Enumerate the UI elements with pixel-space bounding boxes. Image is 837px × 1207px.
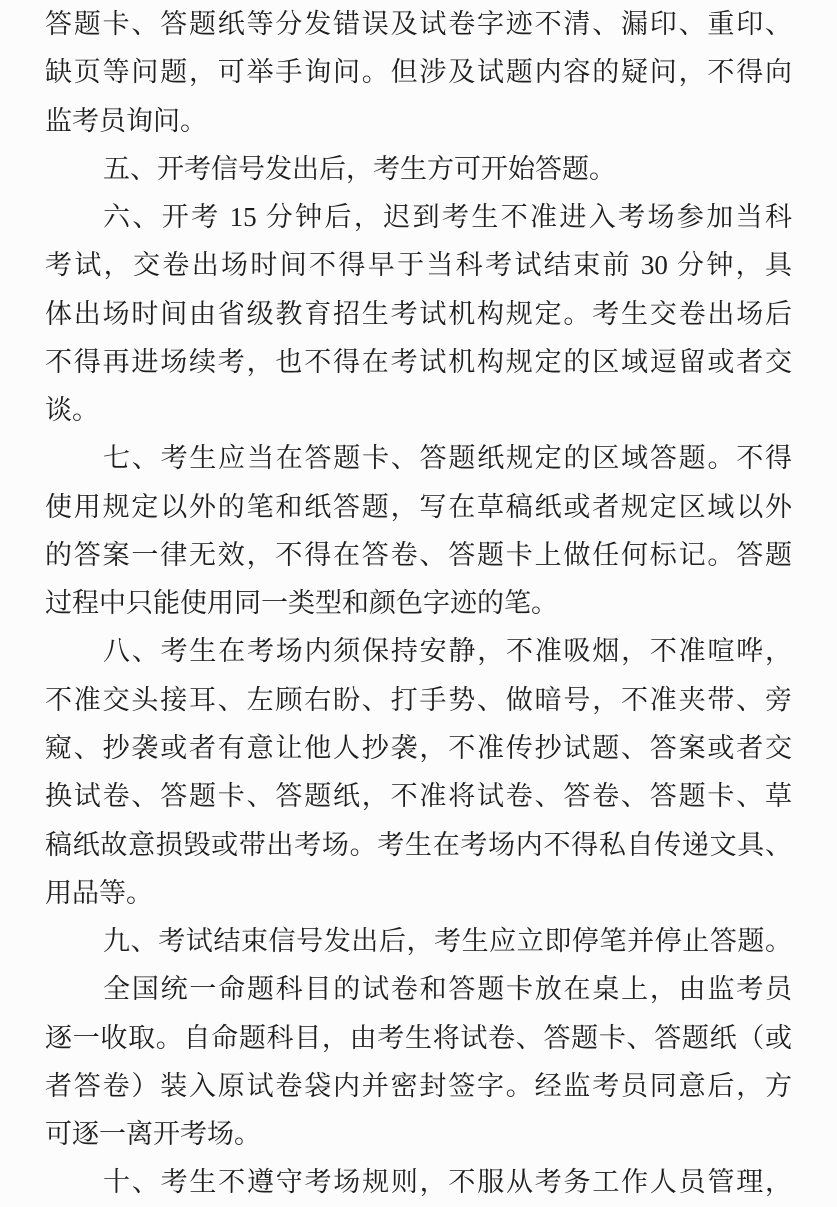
text-line-rule-5: 五、开考信号发出后，考生方可开始答题。 — [103, 153, 617, 184]
text-line-rule-8: 八、考生在考场内须保持安静，不准吸烟，不准喧哗， — [103, 636, 792, 667]
text-line-rule-6: 六、开考 15 分钟后，迟到考生不准进入考场参加当科 — [103, 202, 792, 233]
text-line: 可逐一离开考场。 — [45, 1119, 261, 1150]
text-line: 体出场时间由省级教育招生考试机构规定。考生交卷出场后 — [45, 298, 792, 329]
text-line: 缺页等问题，可举手询问。但涉及试题内容的疑问，不得向 — [45, 57, 792, 88]
text-line-rule-7: 七、考生应当在答题卡、答题纸规定的区域答题。不得 — [103, 443, 792, 474]
text-line: 考试，交卷出场时间不得早于当科考试结束前 30 分钟，具 — [45, 250, 792, 281]
text-line: 过程中只能使用同一类型和颜色字迹的笔。 — [45, 588, 558, 619]
text-line: 使用规定以外的笔和纸答题，写在草稿纸或者规定区域以外 — [45, 491, 792, 522]
text-line: 者答卷）装入原试卷袋内并密封签字。经监考员同意后，方 — [45, 1070, 792, 1101]
text-line: 答题卡、答题纸等分发错误及试卷字迹不清、漏印、重印、 — [45, 9, 792, 39]
text-line: 谈。 — [45, 395, 99, 426]
text-line-rule-9: 九、考试结束信号发出后，考生应立即停笔并停止答题。 — [103, 926, 792, 957]
text-line: 窥、抄袭或者有意让他人抄袭，不准传抄试题、答案或者交 — [45, 732, 792, 763]
text-line: 用品等。 — [45, 877, 153, 908]
text-line: 逐一收取。自命题科目，由考生将试卷、答题卡、答题纸（或 — [45, 1022, 792, 1053]
text-line: 稿纸故意损毁或带出考场。考生在考场内不得私自传递文具、 — [45, 829, 792, 860]
text-line: 不得再进场续考，也不得在考试机构规定的区域逗留或者交 — [45, 346, 792, 377]
text-line: 不准交头接耳、左顾右盼、打手势、做暗号，不准夹带、旁 — [45, 684, 792, 715]
text-line: 全国统一命题科目的试卷和答题卡放在桌上，由监考员 — [103, 974, 792, 1005]
text-line: 监考员询问。 — [45, 105, 207, 136]
text-line: 换试卷、答题卡、答题纸，不准将试卷、答卷、答题卡、草 — [45, 781, 792, 812]
text-line-rule-10: 十、考生不遵守考场规则，不服从考务工作人员管理， — [103, 1167, 792, 1198]
rules-text-block — [45, 0, 792, 1207]
text-line: 的答案一律无效，不得在答卷、答题卡上做任何标记。答题 — [45, 539, 792, 570]
